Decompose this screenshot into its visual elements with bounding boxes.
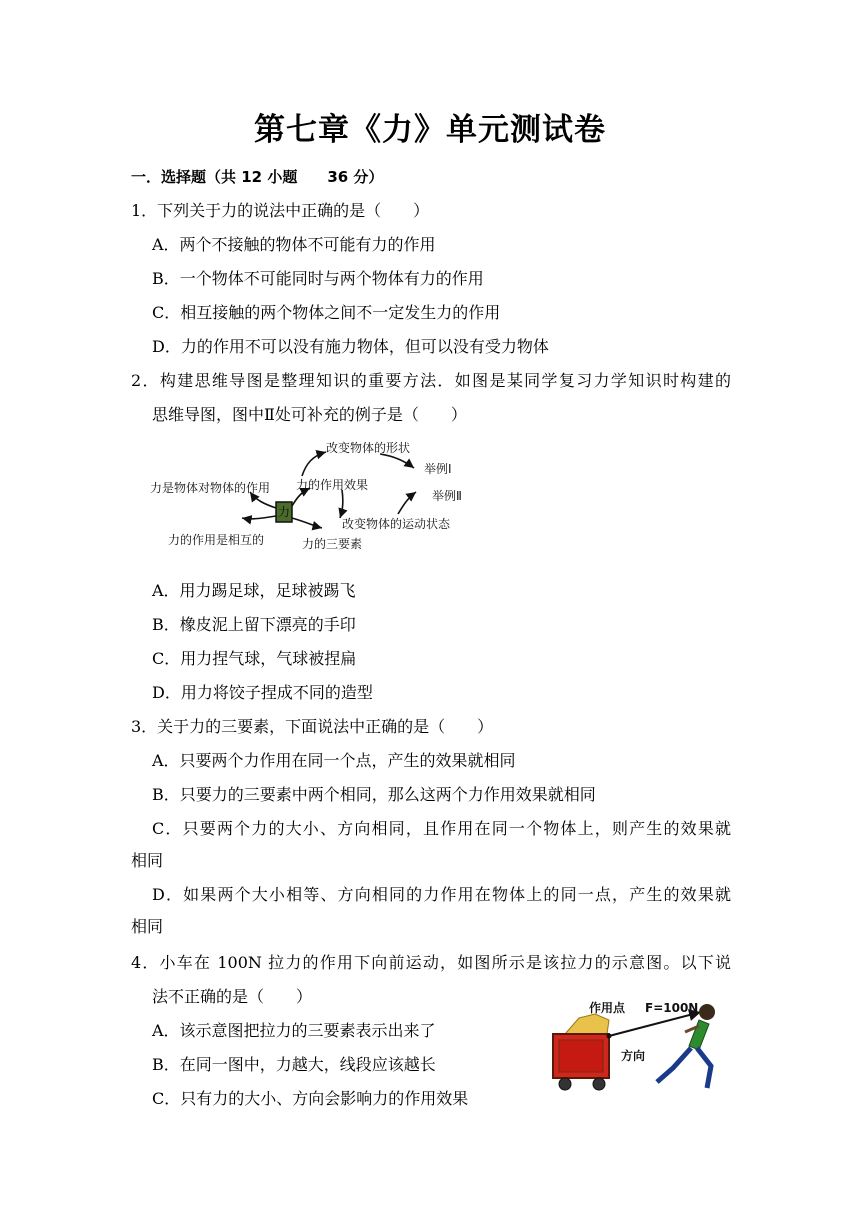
question-4-option-b: B．在同一图中，力越大，线段应该越长 [152,1055,436,1074]
question-4-option-c: C．只有力的大小、方向会影响力的作用效果 [152,1089,469,1108]
cart-force-figure [549,996,731,1104]
mind-map-label-left-top: 力是物体对物体的作用 [150,481,271,495]
question-2-option-d: D．用力将饺子捏成不同的造型 [152,683,373,702]
mind-map-label-example1: 举例Ⅰ [424,462,452,476]
question-2-stem-line1: 2．构建思维导图是整理知识的重要方法．如图是某同学复习力学知识时构建的 [131,371,731,390]
question-2-option-b: B．橡皮泥上留下漂亮的手印 [152,615,356,634]
label-point: 作用点 [589,1001,626,1015]
question-1-option-a: A．两个不接触的物体不可能有力的作用 [152,235,436,254]
question-3-option-b: B．只要力的三要素中两个相同，那么这两个力作用效果就相同 [152,785,596,804]
question-2-option-c: C．用力捏气球，气球被捏扁 [152,649,357,668]
label-direction: 方向 [621,1049,646,1063]
mind-map-figure [146,434,476,556]
question-3-option-a: A．只要两个力作用在同一个点，产生的效果就相同 [152,751,516,770]
question-1-option-b: B．一个物体不可能同时与两个物体有力的作用 [152,269,484,288]
mind-map-link-elements [292,518,322,528]
question-2-stem-line2: 思维导图，图中Ⅱ处可补充的例子是（ ） [152,405,467,424]
cart-load [565,1014,609,1034]
question-4-option-a: A．该示意图把拉力的三要素表示出来了 [152,1021,436,1040]
cart-wheel-right [593,1078,605,1090]
question-1-option-c: C．相互接触的两个物体之间不一定发生力的作用 [152,303,501,322]
mind-map-label-shape: 改变物体的形状 [326,441,411,455]
question-3-option-c-line2: 相同 [131,851,164,870]
person-leg-front [697,1048,711,1088]
page-title: 第七章《力》单元测试卷 [254,112,606,148]
person-head [699,1004,715,1020]
label-force: F=100N [645,1001,699,1015]
mind-map-label-elements: 力的三要素 [302,537,363,551]
cart-wheel-left [559,1078,571,1090]
mind-map-center-label: 力 [278,505,291,519]
mind-map-link-example2 [398,492,416,514]
point-of-application [607,1034,612,1039]
section-heading: 一．选择题（共 12 小题 36 分） [131,168,384,186]
question-2-option-a: A．用力踢足球，足球被踢飞 [152,581,356,600]
question-4-stem-line1: 4．小车在 100N 拉力的作用下向前运动，如图所示是该拉力的示意图。以下说 [131,953,731,972]
question-3-option-d-line1: D．如果两个大小相等、方向相同的力作用在物体上的同一点，产生的效果就 [152,885,731,904]
mind-map-label-motion: 改变物体的运动状态 [342,517,451,531]
person-body [689,1020,709,1050]
question-1-stem: 1．下列关于力的说法中正确的是（ ） [131,201,430,220]
question-1-option-d: D．力的作用不可以没有施力物体，但可以没有受力物体 [152,337,549,356]
mind-map-link-motion [340,490,343,518]
mind-map-label-effect: 力的作用效果 [296,478,369,492]
question-3-option-c-line1: C．只要两个力的大小、方向相同，且作用在同一个物体上，则产生的效果就 [152,819,731,838]
person-leg-back [657,1048,691,1082]
mind-map-link-example1 [380,454,414,468]
mind-map-label-example2: 举例Ⅱ [432,489,462,503]
mind-map-label-left-bottom: 力的作用是相互的 [168,533,265,547]
question-3-stem: 3．关于力的三要素，下面说法中正确的是（ ） [131,717,494,736]
mind-map-link-left-bottom [242,516,276,519]
question-3-option-d-line2: 相同 [131,917,164,936]
question-4-stem-line2: 法不正确的是（ ） [152,987,313,1006]
mind-map-link-shape [302,452,326,476]
